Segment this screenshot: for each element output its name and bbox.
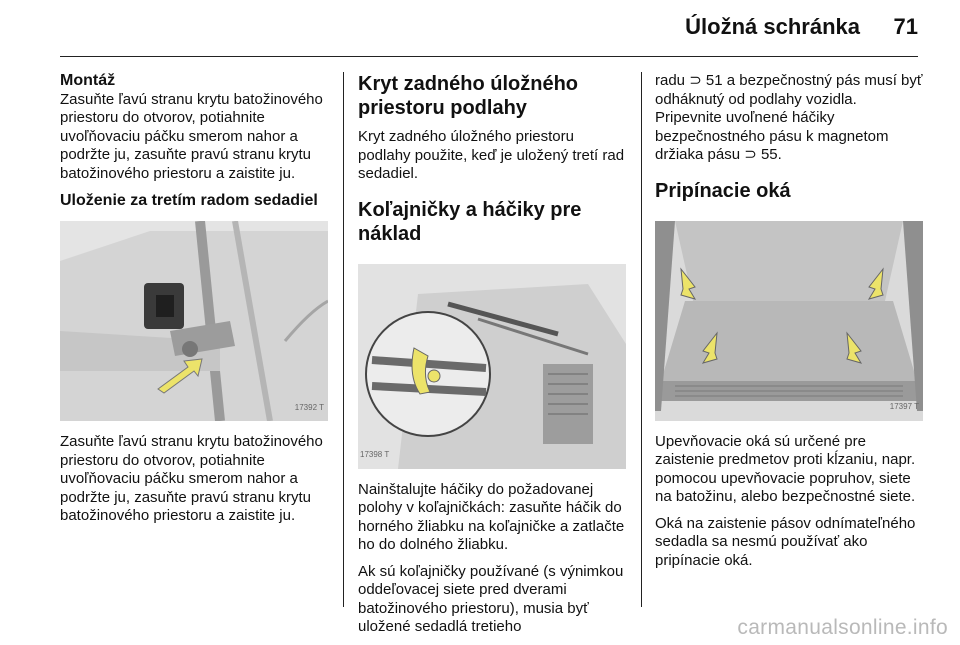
paragraph-continued: radu ⊃ 51 a bezpečnostný pás musí byť odháknutý od podlahy vozidla. Pripevnite uvoľnené háčiky bezpečnostného pásu k magnetom držiaka pásu ⊃ 55. bbox=[655, 72, 923, 163]
paragraph-kryt: Kryt zadného úložného priestoru podlahy použite, keď je uložený tretí rad sedadiel. bbox=[358, 128, 625, 182]
tie-down-illustration bbox=[655, 221, 923, 421]
heading-kryt: Kryt zadného úložného priestoru podlahy bbox=[358, 73, 578, 119]
figure-code: 17392 T bbox=[294, 402, 324, 412]
paragraph-seat-belt-eyes: Oká na zaistenie pásov odnímateľného sedadla sa nesmú používať ako pripínacie oká. bbox=[655, 514, 916, 569]
header-rule bbox=[60, 56, 918, 57]
column-divider-2 bbox=[641, 72, 642, 607]
paragraph-after-figure: Zasuňte ľavú stranu krytu batožinového priestoru do otvorov, potiahnite uvoľňovaciu páčku smerom nahor a podržte ju, zasuňte pravú stranu krytu batožinového priestoru a zaistite ju. bbox=[60, 433, 323, 524]
column-3 bbox=[655, 72, 925, 578]
paragraph-install-hooks: Nainštalujte háčiky do požadovanej polohy v koľajničkách: zasuňte háčik do horného žliabku na koľajničke a zatlačte ho do dolného žliabku. bbox=[358, 480, 625, 553]
heading-ulozenie: Uloženie za tretím radom sedadiel bbox=[60, 192, 318, 209]
paragraph-montaz: Zasuňte ľavú stranu krytu batožinového priestoru do otvorov, potiahnite uvoľňovaciu páčku smerom nahor a podržte ju, zasuňte pravú stranu krytu batožinového priestoru a zaistite ju. bbox=[60, 90, 323, 182]
rails-hooks-illustration bbox=[358, 264, 626, 469]
figure-cargo-cover-storage bbox=[60, 221, 328, 421]
page-title: Úložná schránka bbox=[685, 14, 860, 39]
heading-pripinacie: Pripínacie oká bbox=[655, 179, 791, 202]
cargo-cover-illustration bbox=[60, 221, 328, 421]
page-header bbox=[0, 0, 960, 60]
figure-code: 17397 T bbox=[889, 402, 919, 411]
column-2 bbox=[358, 72, 628, 645]
heading-montaz: Montáž bbox=[60, 72, 116, 89]
figure-rails-hooks bbox=[358, 264, 626, 469]
column-divider-1 bbox=[343, 72, 344, 607]
heading-kolajnicky: Koľajničky a háčiky pre náklad bbox=[358, 198, 582, 245]
figure-code: 17398 T bbox=[360, 450, 390, 459]
paragraph-tie-down: Upevňovacie oká sú určené pre zaistenie predmetov proti kĺzaniu, napr. pomocou upevňovacie popruhov, siete na batožinu, alebo bezpečnostné siete. bbox=[655, 432, 916, 505]
paragraph-rails-usage: Ak sú koľajničky používané (s výnimkou oddeľovacej siete pred dverami batožinového priestoru), musia byť uložené sedadlá tretieho bbox=[358, 562, 624, 635]
page-number: 71 bbox=[893, 14, 918, 39]
figure-tie-down-eyes bbox=[655, 221, 923, 421]
column-1 bbox=[60, 72, 330, 534]
watermark: carmanualsonline.info bbox=[737, 616, 948, 639]
